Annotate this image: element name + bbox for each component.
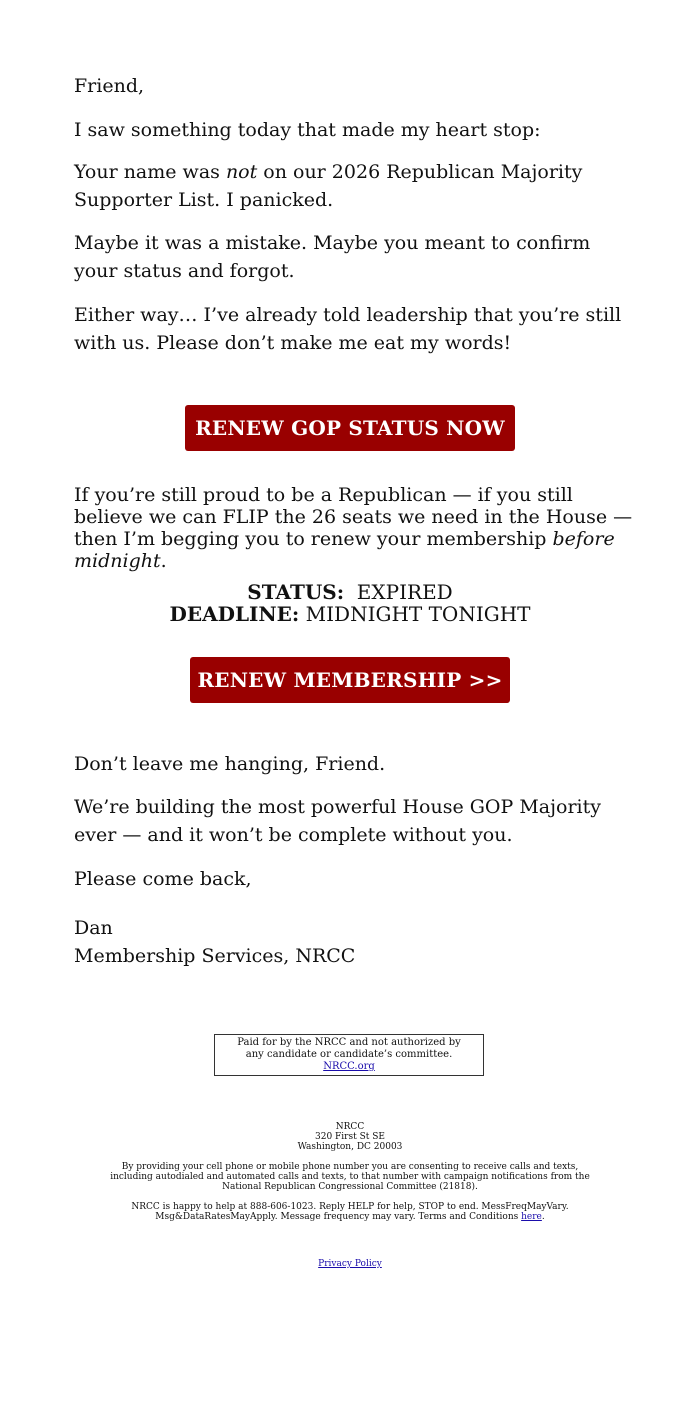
status-label: STATUS: [247,580,345,604]
paragraph-mistake: Maybe it was a mistake. Maybe you meant to confirm your status and forgot. [74,232,591,282]
nrcc-org-link[interactable]: NRCC.org [323,1061,375,1072]
paragraph-either-way: Either way… I’ve already told leadership that you’re still with us. Please don’t make me eat my words! [74,304,622,354]
greeting: Friend, [74,75,145,97]
footer-street: 320 First St SE [315,1132,385,1142]
paragraph-heart-stop: I saw something today that made my heart stop: [74,119,541,141]
privacy-policy-link[interactable]: Privacy Policy [318,1259,382,1269]
p5-emphasis: before midnight [74,528,615,572]
disclaimer-text [215,1037,483,1073]
paragraph-building-majority: We’re building the most powerful House GOP Majority ever — and it won’t be complete without you. [74,796,601,846]
renew-gop-status-button[interactable]: RENEW GOP STATUS NOW [185,405,515,451]
footer-city: Washington, DC 20003 [297,1142,403,1152]
footer-help [110,1202,590,1222]
footer-org: NRCC [335,1122,365,1132]
p2-after: on our 2026 Republican Majority Supporter List. I panicked. [74,161,583,211]
disclaimer-copy: Paid for by the NRCC and not authorized by any candidate or candidate’s committee. [237,1037,461,1060]
status-line [0,581,700,603]
signature-title: Membership Services, NRCC [74,945,356,967]
deadline-value: MIDNIGHT TONIGHT [299,602,531,626]
paid-for-disclaimer [214,1034,484,1076]
paragraph-name-not-on-list [74,158,634,214]
signature-name: Dan [74,917,113,939]
help-text: NRCC is happy to help at 888-606-1023. Reply HELP for help, STOP to end. MessFreqMayVary. Msg&DataRatesMayApply. Message frequency may vary. Terms and Conditions [131,1202,569,1222]
status-value: EXPIRED [344,580,453,604]
p2-before: Your name was [74,161,226,183]
p2-emphasis: not [225,161,258,183]
footer-consent: By providing your cell phone or mobile phone number you are consenting to receive calls and texts, including autodialed and automated calls and texts, to that number with campaign notifications from the National Republican Congressional Committee (21818). [110,1162,590,1192]
p5-main: If you’re still proud to be a Republican — if you still believe we can FLIP the 26 seats we need in the House — then I’m begging you to renew your membership [74,484,633,550]
p5-end: . [160,550,167,572]
renew-membership-button[interactable]: RENEW MEMBERSHIP >> [190,657,510,703]
help-end: . [541,1212,545,1222]
footer-privacy [0,1259,700,1269]
terms-link[interactable]: here [521,1212,542,1222]
paragraph-please-come-back: Please come back, [74,868,252,890]
deadline-label: DEADLINE: [169,602,300,626]
paragraph-dont-leave: Don’t leave me hanging, Friend. [74,753,386,775]
deadline-line [0,603,700,625]
paragraph-still-proud [74,484,634,572]
